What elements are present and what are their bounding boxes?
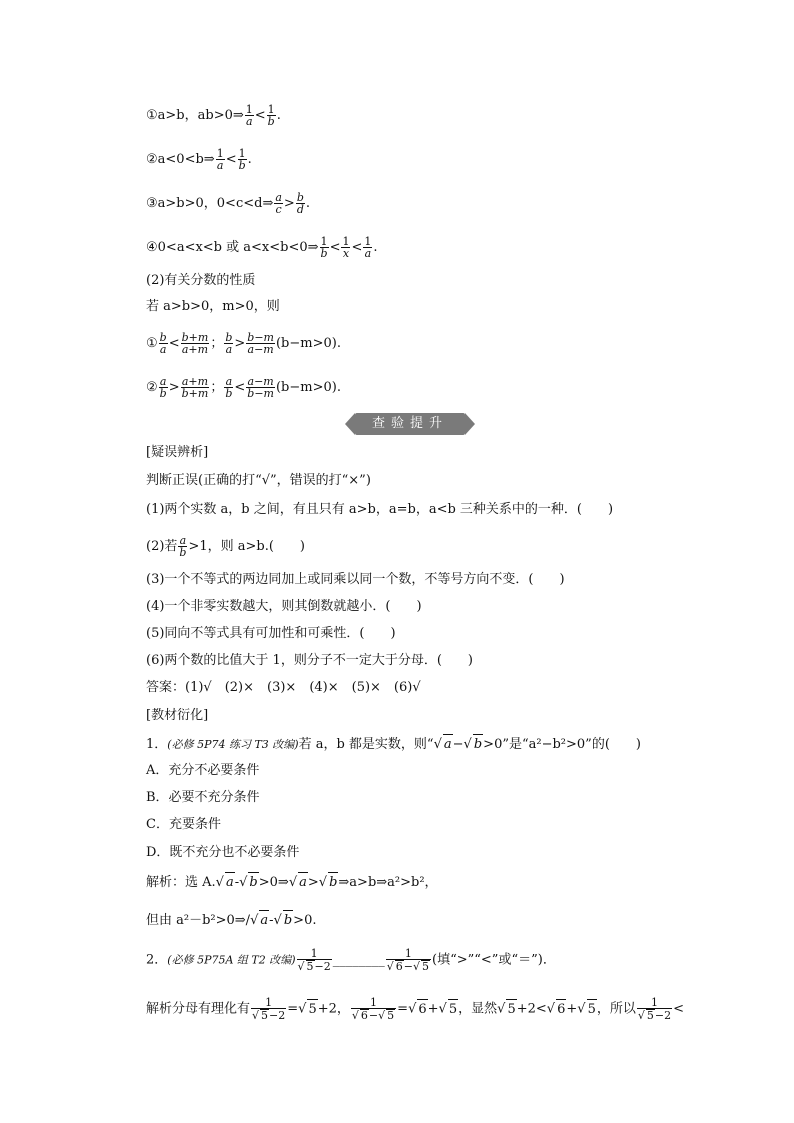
fraction: $\frac{1}{a}$ (216, 147, 224, 172)
question-2: (2)若 $\frac{a}{b}$ >1，则 a>b.( ) (146, 534, 306, 559)
fraction: $\frac{1}{b}$ (267, 103, 275, 128)
fraction: $\frac{b}{a}$ (159, 331, 167, 356)
fraction-property-1: ① $\frac{b}{a}$ < $\frac{b+m}{a+m}$ ； $\frac{b}{a}$ > $\frac{b-m}{a-m}$ (b−m>0). (146, 331, 341, 356)
option-a: A．充分不必要条件 (146, 763, 260, 778)
property-1: ①a>b，ab>0⇒ $\frac{1}{a}$ < $\frac{1}{b}$ . (146, 103, 281, 128)
fraction: $\frac{1}{x}$ (342, 235, 350, 260)
solution-1-line-1: 解析：选 A.√ a-√ b>0⇒√ a>√ b⇒a>b⇒a²>b²， (146, 872, 438, 893)
fraction: $\frac{b+m}{a+m}$ (181, 331, 209, 356)
solution-2: 解析分母有理化有 $\frac{1}{√ 5-2}$ =√ 5+2， $\frac{1}{√ 6-√ 5}$ =√ 6+√ 5，显然√ 5+2<√ 6+√ 5，所以 $\frac{1}{√ 5-2}$ < (146, 996, 684, 1022)
option-b: B．必要不充分条件 (146, 790, 260, 805)
property-1-condition: ①a>b，ab>0⇒ (146, 108, 244, 123)
fraction: $\frac{a}{b}$ (159, 375, 167, 400)
fraction: $\frac{a+m}{b+m}$ (181, 375, 209, 400)
fraction: $\frac{b}{d}$ (296, 191, 304, 216)
fraction: $\frac{a}{b}$ (225, 375, 233, 400)
option-c: C．充要条件 (146, 817, 221, 832)
fraction: $\frac{1}{√ 6-√ 5}$ (386, 947, 430, 973)
section-heading-error-analysis: [疑误辨析] (146, 445, 209, 460)
fraction: $\frac{1}{b}$ (238, 147, 246, 172)
instruction-text: 判断正误(正确的打“√”，错误的打“×”) (146, 473, 371, 488)
fraction: $\frac{b}{a}$ (225, 331, 233, 356)
fraction: $\frac{1}{a}$ (245, 103, 253, 128)
section-banner: 查验提升 (355, 413, 465, 435)
answer-blank: ________ (332, 952, 385, 968)
fraction-properties-heading: (2)有关分数的性质 (146, 273, 256, 288)
question-1: (1)两个实数 a，b 之间，有且只有 a>b，a=b，a<b 三种关系中的一种．( ) (146, 502, 614, 517)
question-4: (4)一个非零实数越大，则其倒数就越小．( ) (146, 599, 422, 614)
problem-2: 2．(必修 5P75A 组 T2 改编) $\frac{1}{√ 5-2}$ ________ $\frac{1}{√ 6-√ 5}$ (填“>”“<”或“＝”)． (146, 947, 556, 973)
property-2: ②a<0<b⇒ $\frac{1}{a}$ < $\frac{1}{b}$ . (146, 147, 252, 172)
property-3: ③a>b>0，0<c<d⇒ $\frac{a}{c}$ > $\frac{b}{d}$ . (146, 191, 310, 216)
fraction: $\frac{a}{b}$ (179, 534, 187, 559)
fraction-premise: 若 a>b>0，m>0，则 (146, 299, 280, 314)
fraction-property-2: ② $\frac{a}{b}$ > $\frac{a+m}{b+m}$ ； $\frac{a}{b}$ < $\frac{a-m}{b-m}$ (b−m>0). (146, 375, 341, 400)
fraction: $\frac{a-m}{b-m}$ (247, 375, 274, 400)
fraction: $\frac{a}{c}$ (275, 191, 282, 216)
fraction: $\frac{1}{b}$ (320, 235, 328, 260)
section-heading-textbook: [教材衍化] (146, 708, 209, 723)
question-3: (3)一个不等式的两边同加上或同乘以同一个数，不等号方向不变．( ) (146, 572, 565, 587)
fraction: $\frac{1}{√ 5-2}$ (297, 947, 331, 973)
answer-key: 答案：(1)√ (2)× (3)× (4)× (5)× (6)√ (146, 680, 421, 695)
fraction: $\frac{b-m}{a-m}$ (247, 331, 274, 356)
fraction: $\frac{1}{√ 6-√ 5}$ (351, 996, 395, 1022)
fraction: $\frac{1}{√ 5-2}$ (252, 996, 286, 1022)
property-4: ④0<a<x<b 或 a<x<b<0⇒ $\frac{1}{b}$ < $\frac{1}{x}$ < $\frac{1}{a}$ . (146, 235, 378, 260)
question-5: (5)同向不等式具有可加性和可乘性．( ) (146, 626, 396, 641)
question-6: (6)两个数的比值大于 1，则分子不一定大于分母．( ) (146, 653, 473, 668)
problem-1: 1．(必修 5P74 练习 T3 改编)若 a，b 都是实数，则“√ a−√ b>0”是“a²−b²>0”的( ) (146, 734, 641, 755)
fraction: $\frac{1}{√ 5-2}$ (637, 996, 672, 1022)
solution-1-line-2: 但由 a²－b²>0⇒/√ a-√ b>0. (146, 910, 316, 931)
fraction: $\frac{1}{a}$ (364, 235, 372, 260)
option-d: D．既不充分也不必要条件 (146, 845, 300, 860)
